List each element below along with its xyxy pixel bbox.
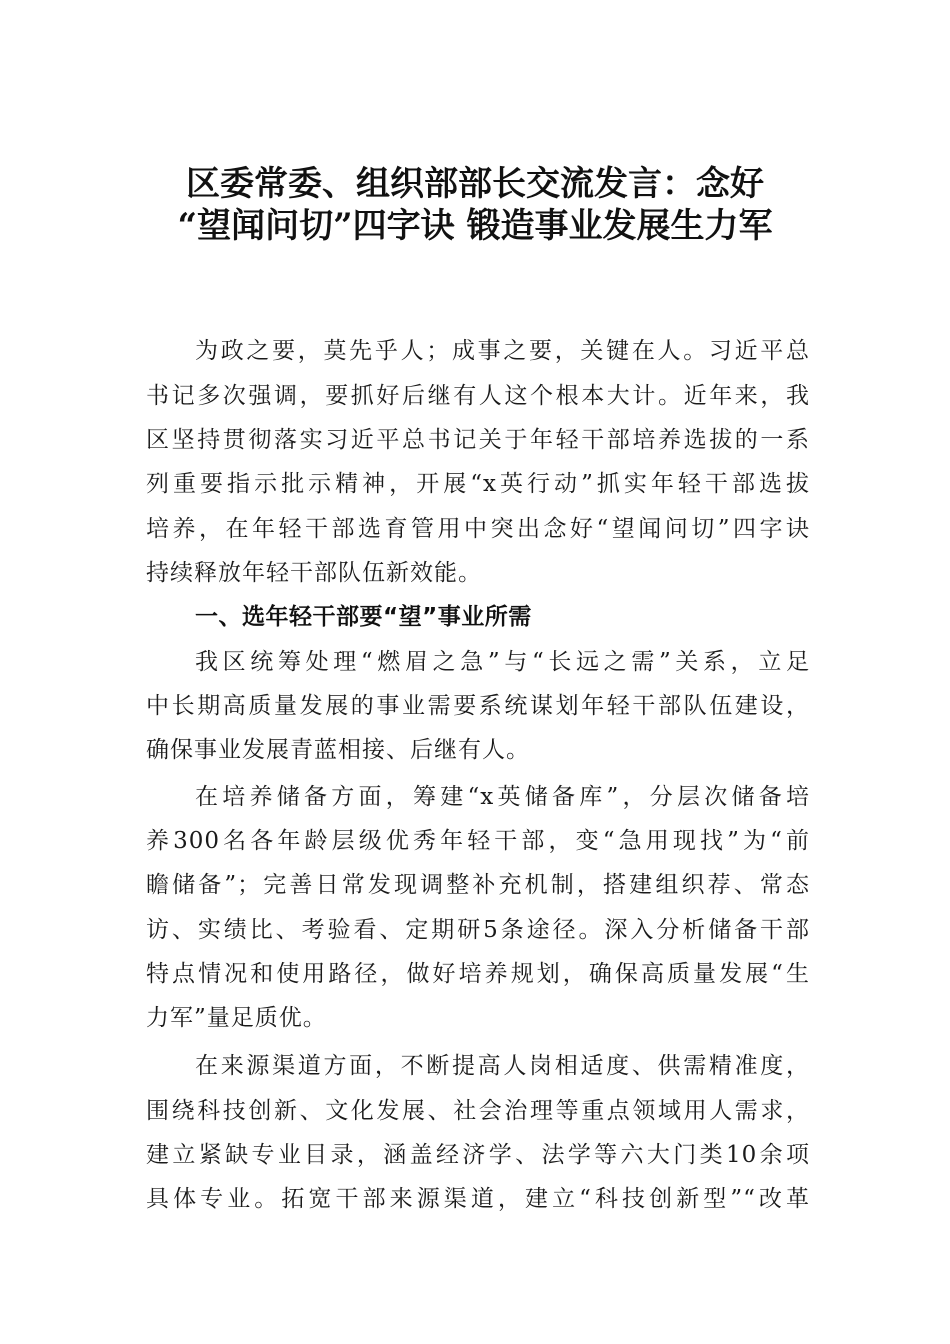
paragraph-line: 围绕科技创新、文化发展、社会治理等重点领域用人需求， [146,1098,810,1124]
paragraph-line: 瞻储备”；完善日常发现调整补充机制，搭建组织荐、常态 [146,872,810,898]
section-heading: 一、选年轻干部要“望”事业所需 [195,604,532,630]
paragraph-line: 在来源渠道方面，不断提高人岗相适度、供需精准度， [195,1053,810,1079]
paragraph-line: 建立紧缺专业目录，涵盖经济学、法学等六大门类10余项 [146,1142,810,1168]
paragraph-line: 培养，在年轻干部选育管用中突出念好“望闻问切”四字诀 [146,516,810,542]
paragraph-line: 具体专业。拓宽干部来源渠道，建立“科技创新型”“改革 [146,1186,810,1212]
paragraph-line: 养300名各年龄层级优秀年轻干部，变“急用现找”为“前 [146,828,810,854]
paragraph-line: 特点情况和使用路径，做好培养规划，确保高质量发展“生 [146,961,810,987]
document-title-line-1: 区委常委、组织部部长交流发言：念好 [186,164,764,204]
document-title-line-2: “望闻问切”四字诀 锻造事业发展生力军 [177,206,773,246]
paragraph-line: 列重要指示批示精神，开展“x英行动”抓实年轻干部选拔 [146,471,810,497]
paragraph-line: 力军”量足质优。 [146,1005,327,1031]
paragraph-line: 为政之要，莫先乎人；成事之要，关键在人。习近平总 [195,338,810,364]
paragraph-line: 我区统筹处理“燃眉之急”与“长远之需”关系，立足 [195,649,810,675]
paragraph-line: 区坚持贯彻落实习近平总书记关于年轻干部培养选拔的一系 [146,427,810,453]
paragraph-line: 确保事业发展青蓝相接、后继有人。 [146,737,530,763]
paragraph-line: 访、实绩比、考验看、定期研5条途径。深入分析储备干部 [146,917,810,943]
paragraph-line: 书记多次强调，要抓好后继有人这个根本大计。近年来，我 [146,383,810,409]
paragraph-line: 持续释放年轻干部队伍新效能。 [146,560,482,586]
paragraph-line: 在培养储备方面，筹建“x英储备库”，分层次储备培 [195,784,810,810]
paragraph-line: 中长期高质量发展的事业需要系统谋划年轻干部队伍建设， [146,693,810,719]
